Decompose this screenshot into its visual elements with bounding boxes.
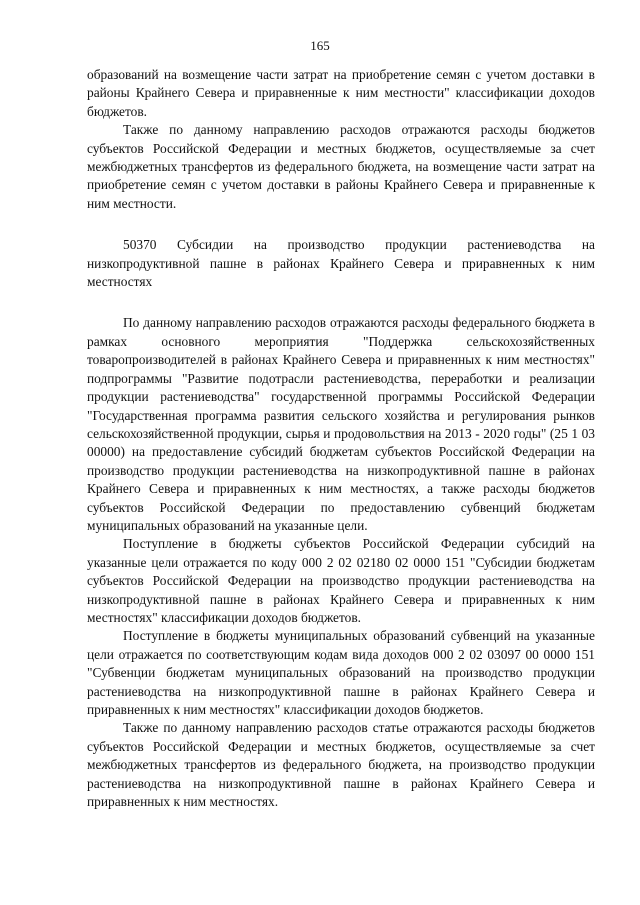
paragraph-federal-budget-expenses: По данному направлению расходов отражаются расходы федерального бюджета в рамках основного мероприятия "Поддержка сельскохозяйственных товаропроизводителей в районах Крайнего Севера и приравненных к ним местностях" подпрограммы "Развитие подотрасли растениеводства, переработки и реализации продукции растениеводства" государственной программы Российской Федерации "Государственная программа развития сельского хозяйства и регулирования рынков сельскохозяйственной продукции, сырья и продовольствия на 2013 - 2020 годы" (25 1 03 00000) на предоставление субсидий бюджетам субъектов Российской Федерации на производство продукции растениеводства на низкопродуктивной пашне в районах Крайнего Севера и приравненных к ним местностях, а также расходы бюджетов субъектов Российской Федерации по предоставлению субвенций бюджетам муниципальных образований на указанные цели.	[87, 315, 595, 533]
paragraph-continuation: образований на возмещение части затрат на приобретение семян с учетом доставки в районы Крайнего Севера и приравненные к ним местности" классификации доходов бюджетов.	[87, 67, 595, 119]
paragraph-subventions-revenue-code: Поступление в бюджеты муниципальных образований субвенций на указанные цели отражается по соответствующим кодам вида доходов 000 2 02 03097 00 0000 151 "Субвенции бюджетам муниципальных образований на производство продукции растениеводства на низкопродуктивной пашне в районах Крайнего Севера и приравненных к ним местностях" классификации доходов бюджетов.	[87, 628, 595, 717]
paragraph-seed-costs-other-budgets: Также по данному направлению расходов отражаются расходы бюджетов субъектов Российской Федерации и местных бюджетов, осуществляемые за счет межбюджетных трансфертов из федерального бюджета, на возмещение части затрат на приобретение семян с учетом доставки в районы Крайнего Севера и приравненные к ним местности.	[87, 122, 595, 211]
document-body	[87, 66, 595, 811]
paragraph-subsidies-revenue-code: Поступление в бюджеты субъектов Российской Федерации субсидий на указанные цели отражается по коду 000 2 02 02180 02 0000 151 "Субсидии бюджетам субъектов Российской Федерации на производство продукции растениеводства на низкопродуктивной пашне в районах Крайнего Севера и приравненных к ним местностях" классификации доходов бюджетов.	[87, 536, 595, 625]
page-number: 165	[310, 38, 330, 53]
section-heading-50370: 50370 Субсидии на производство продукции растениеводства на низкопродуктивной пашне в районах Крайнего Севера и приравненных к ним местностях	[87, 237, 595, 290]
paragraph-other-budgets-expenses: Также по данному направлению расходов статье отражаются расходы бюджетов субъектов Российской Федерации и местных бюджетов, осуществляемые за счет межбюджетных трансфертов из федерального бюджета, на производство продукции растениеводства на низкопродуктивной пашне в районах Крайнего Севера и приравненных к ним местностях.	[87, 720, 595, 810]
